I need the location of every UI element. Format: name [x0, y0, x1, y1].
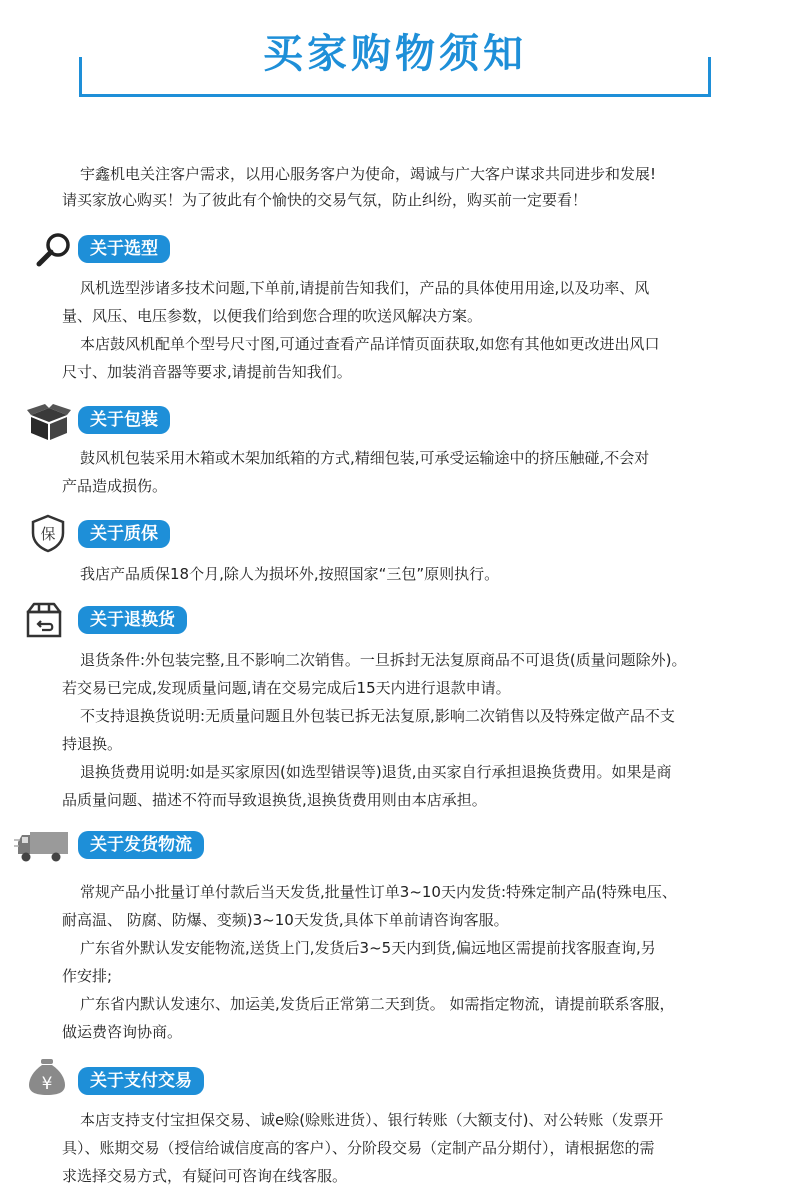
truck-icon	[14, 826, 70, 866]
text-line: 做运费咨询协商。	[62, 1023, 183, 1041]
section-heading: 关于包装	[78, 406, 170, 434]
text-line: 耐高温、 防腐、防爆、变频)3~10天发货,具体下单前请咨询客服。	[62, 911, 509, 929]
text-line: 产品造成损伤。	[62, 477, 168, 495]
shield-icon	[28, 513, 68, 553]
section-heading: 关于发货物流	[78, 831, 204, 859]
return-box-icon	[24, 600, 64, 640]
text-line: 量、风压、电压参数，以便我们给到您合理的吹送风解决方案。	[62, 307, 483, 325]
intro-line: 请买家放心购买！为了彼此有个愉快的交易气氛，防止纠纷，购买前一定要看！	[62, 191, 588, 209]
text-line: 品质量问题、描述不符而导致退换货,退换货费用则由本店承担。	[62, 791, 487, 809]
text-line: 尺寸、加装消音器等要求,请提前告知我们。	[62, 363, 352, 381]
text-line: 风机选型涉诸多技术问题,下单前,请提前告知我们，产品的具体使用用途,以及功率、风	[80, 279, 650, 297]
section-heading: 关于退换货	[78, 606, 187, 634]
text-line: 若交易已完成,发现质量问题,请在交易完成后15天内进行退款申请。	[62, 679, 511, 697]
text-line: 作安排;	[62, 967, 113, 985]
section-heading: 关于支付交易	[78, 1067, 204, 1095]
page-title: 买家购物须知	[263, 31, 527, 77]
text-line: 广东省外默认发安能物流,送货上门,发货后3~5天内到货,偏远地区需提前找客服查询,另	[80, 939, 656, 957]
text-line: 常规产品小批量订单付款后当天发货,批量性订单3~10天内发货:特殊定制产品(特殊电压、	[80, 883, 677, 901]
text-line: 持退换。	[62, 735, 123, 753]
text-line: 退换货费用说明:如是买家原因(如选型错误等)退货,由买家自行承担退换货费用。如果是商	[80, 763, 672, 781]
text-line: 不支持退换货说明:无质量问题且外包装已拆无法复原,影响二次销售以及特殊定做产品不支	[80, 707, 675, 725]
text-line: 广东省内默认发速尔、加运美,发货后正常第二天到货。 如需指定物流，请提前联系客服，	[80, 995, 675, 1013]
text-line: 退货条件:外包装完整,且不影响二次销售。一旦拆封无法复原商品不可退货(质量问题除外)。	[80, 651, 687, 669]
intro-line: 宇鑫机电关注客户需求，以用心服务客户为使命，竭诚与广大客户谋求共同进步和发展!	[80, 165, 657, 183]
magnifier-icon	[34, 230, 74, 270]
money-bag-icon	[27, 1057, 67, 1097]
money-bag-symbol: ¥	[41, 1074, 53, 1094]
text-line: 本店支持支付宝担保交易、诚e赊(赊账进货）、银行转账（大额支付)、对公转账（发票开	[80, 1111, 664, 1129]
section-heading: 关于质保	[78, 520, 170, 548]
section-heading: 关于选型	[78, 235, 170, 263]
text-line: 求选择交易方式，有疑问可咨询在线客服。	[62, 1167, 348, 1185]
shield-icon-label: 保	[40, 525, 56, 543]
text-line: 本店鼓风机配单个型号尺寸图,可通过查看产品详情页面获取,如您有其他如更改进出风口	[80, 335, 660, 353]
text-line: 我店产品质保18个月,除人为损坏外,按照国家“三包”原则执行。	[80, 565, 500, 583]
box-icon	[27, 402, 71, 442]
text-line: 具）、账期交易（授信给诚信度高的客户）、分阶段交易（定制产品分期付），请根据您的需	[62, 1139, 655, 1157]
text-line: 鼓风机包装采用木箱或木架加纸箱的方式,精细包装,可承受运输途中的挤压触碰,不会对	[80, 449, 650, 467]
